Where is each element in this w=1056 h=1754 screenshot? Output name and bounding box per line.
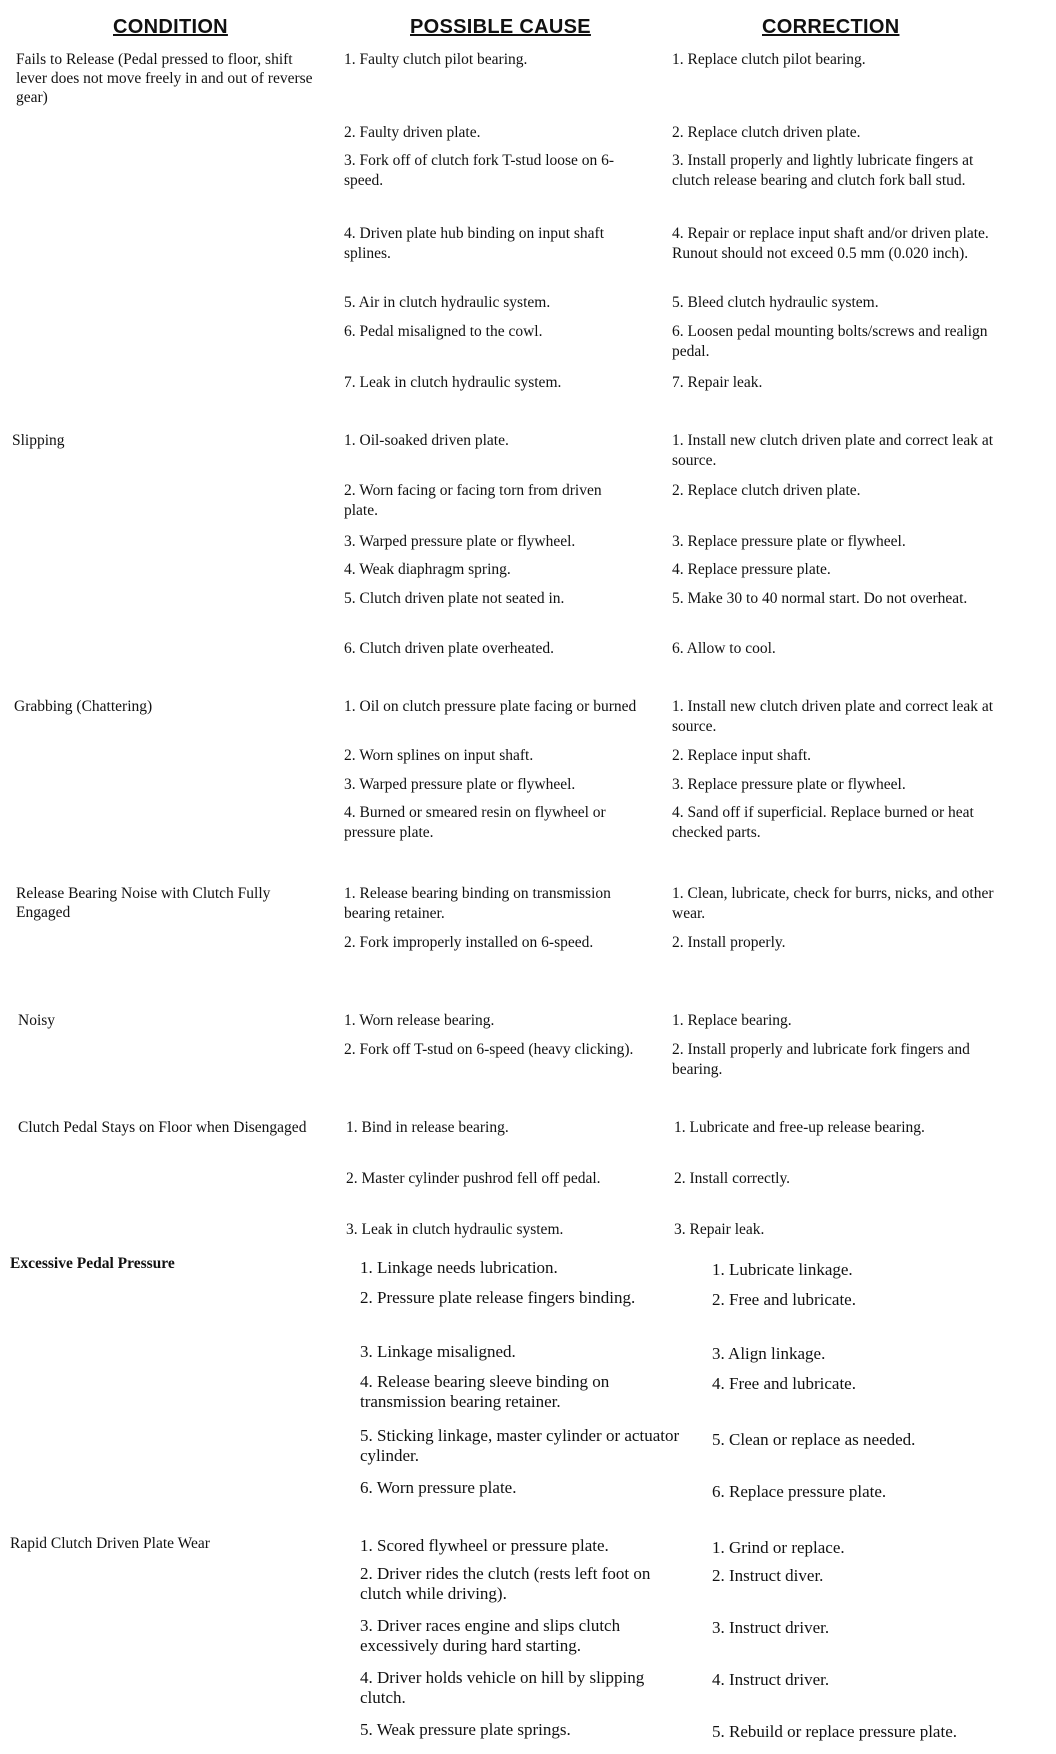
cause-item: 1. Bind in release bearing.: [346, 1119, 509, 1136]
cause-item: 3. Leak in clutch hydraulic system.: [346, 1221, 564, 1238]
correction-item: 4. Instruct driver.: [712, 1670, 830, 1689]
correction-item: 4. Replace pressure plate.: [672, 561, 831, 578]
correction-item: 2. Install properly and lubricate fork fingers and bearing.: [672, 1041, 970, 1078]
correction-item: 1. Install new clutch driven plate and correct leak at source.: [672, 698, 994, 735]
header-correction: CORRECTION: [762, 16, 900, 38]
correction-item: 2. Replace input shaft.: [672, 747, 812, 764]
cause-item: 4. Driver holds vehicle on hill by slipping clutch.: [360, 1668, 645, 1707]
cause-item: 1. Release bearing binding on transmission bearing retainer.: [344, 885, 611, 922]
correction-item: 3. Instruct driver.: [712, 1618, 830, 1637]
cause-item: 7. Leak in clutch hydraulic system.: [344, 374, 562, 391]
cause-item: 2. Faulty driven plate.: [344, 124, 481, 141]
header-possible-cause: POSSIBLE CAUSE: [410, 16, 591, 38]
cause-item: 1. Faulty clutch pilot bearing.: [344, 51, 528, 68]
cause-item: 4. Burned or smeared resin on flywheel or pressure plate.: [344, 804, 606, 841]
correction-item: 4. Sand off if superficial. Replace burned or heat checked parts.: [672, 804, 974, 841]
cause-item: 5. Clutch driven plate not seated in.: [344, 590, 565, 607]
cause-item: 5. Weak pressure plate springs.: [360, 1720, 571, 1739]
correction-item: 1. Replace bearing.: [672, 1012, 792, 1029]
cause-item: 4. Driven plate hub binding on input shaft splines.: [344, 225, 605, 262]
correction-item: 6. Replace pressure plate.: [712, 1482, 887, 1501]
correction-item: 1. Lubricate and free-up release bearing.: [674, 1119, 925, 1136]
condition-excessive-pedal-pressure: Excessive Pedal Pressure: [10, 1255, 175, 1272]
correction-item: 2. Install correctly.: [674, 1170, 791, 1187]
condition-slipping: Slipping: [12, 432, 65, 449]
correction-item: 1. Replace clutch pilot bearing.: [672, 51, 866, 68]
condition-pedal-stays-on-floor: Clutch Pedal Stays on Floor when Disengaged: [18, 1119, 307, 1136]
cause-item: 1. Linkage needs lubrication.: [360, 1258, 558, 1277]
correction-item: 3. Repair leak.: [674, 1221, 765, 1238]
correction-item: 2. Replace clutch driven plate.: [672, 482, 861, 499]
correction-item: 3. Install properly and lightly lubricate fingers at clutch release bearing and clutch fork ball stud.: [672, 152, 974, 189]
cause-item: 4. Weak diaphragm spring.: [344, 561, 511, 578]
correction-item: 6. Allow to cool.: [672, 640, 776, 657]
cause-item: 6. Clutch driven plate overheated.: [344, 640, 555, 657]
correction-item: 5. Make 30 to 40 normal start. Do not overheat.: [672, 590, 968, 607]
correction-item: 3. Replace pressure plate or flywheel.: [672, 533, 906, 550]
cause-item: 1. Oil on clutch pressure plate facing or burned: [344, 698, 637, 715]
cause-item: 3. Driver races engine and slips clutch excessively during hard starting.: [360, 1616, 621, 1655]
cause-item: 3. Linkage misaligned.: [360, 1342, 516, 1361]
correction-item: 5. Rebuild or replace pressure plate.: [712, 1722, 957, 1741]
cause-item: 2. Driver rides the clutch (rests left foot on clutch while driving).: [360, 1564, 651, 1603]
correction-item: 1. Lubricate linkage.: [712, 1260, 853, 1279]
correction-item: 7. Repair leak.: [672, 374, 763, 391]
cause-item: 2. Worn splines on input shaft.: [344, 747, 534, 764]
cause-item: 2. Fork off T-stud on 6-speed (heavy clicking).: [344, 1041, 634, 1058]
cause-item: 5. Air in clutch hydraulic system.: [344, 294, 551, 311]
condition-fails-to-release: Fails to Release (Pedal pressed to floor, shift lever does not move freely in and out of reverse gear): [16, 51, 313, 106]
cause-item: 4. Release bearing sleeve binding on transmission bearing retainer.: [360, 1372, 610, 1411]
cause-item: 2. Worn facing or facing torn from driven plate.: [344, 482, 602, 519]
correction-item: 5. Clean or replace as needed.: [712, 1430, 916, 1449]
correction-item: 4. Repair or replace input shaft and/or driven plate. Runout should not exceed 0.5 mm (0.020 inch).: [672, 225, 989, 262]
correction-item: 6. Loosen pedal mounting bolts/screws and realign pedal.: [672, 323, 988, 360]
condition-noisy: Noisy: [18, 1012, 56, 1029]
condition-release-bearing-noise: Release Bearing Noise with Clutch Fully Engaged: [16, 885, 271, 921]
cause-item: 2. Fork improperly installed on 6-speed.: [344, 934, 594, 951]
cause-item: 3. Warped pressure plate or flywheel.: [344, 533, 576, 550]
correction-item: 3. Align linkage.: [712, 1344, 826, 1363]
cause-item: 3. Warped pressure plate or flywheel.: [344, 776, 576, 793]
cause-item: 2. Pressure plate release fingers binding.: [360, 1288, 636, 1307]
correction-item: 2. Replace clutch driven plate.: [672, 124, 861, 141]
correction-item: 2. Install properly.: [672, 934, 786, 951]
correction-item: 5. Bleed clutch hydraulic system.: [672, 294, 879, 311]
header-condition: CONDITION: [113, 16, 228, 38]
correction-item: 1. Grind or replace.: [712, 1538, 845, 1557]
cause-item: 6. Worn pressure plate.: [360, 1478, 517, 1497]
condition-grabbing: Grabbing (Chattering): [14, 698, 153, 715]
cause-item: 1. Oil-soaked driven plate.: [344, 432, 509, 449]
cause-item: 5. Sticking linkage, master cylinder or actuator cylinder.: [360, 1426, 680, 1465]
correction-item: 2. Instruct diver.: [712, 1566, 824, 1585]
cause-item: 1. Scored flywheel or pressure plate.: [360, 1536, 609, 1555]
correction-item: 1. Install new clutch driven plate and correct leak at source.: [672, 432, 994, 469]
cause-item: 1. Worn release bearing.: [344, 1012, 495, 1029]
cause-item: 6. Pedal misaligned to the cowl.: [344, 323, 543, 340]
cause-item: 3. Fork off of clutch fork T-stud loose on 6-speed.: [344, 152, 615, 189]
correction-item: 4. Free and lubricate.: [712, 1374, 856, 1393]
correction-item: 2. Free and lubricate.: [712, 1290, 856, 1309]
cause-item: 2. Master cylinder pushrod fell off pedal.: [346, 1170, 601, 1187]
condition-rapid-plate-wear: Rapid Clutch Driven Plate Wear: [10, 1535, 210, 1552]
correction-item: 1. Clean, lubricate, check for burrs, nicks, and other wear.: [672, 885, 994, 922]
correction-item: 3. Replace pressure plate or flywheel.: [672, 776, 906, 793]
